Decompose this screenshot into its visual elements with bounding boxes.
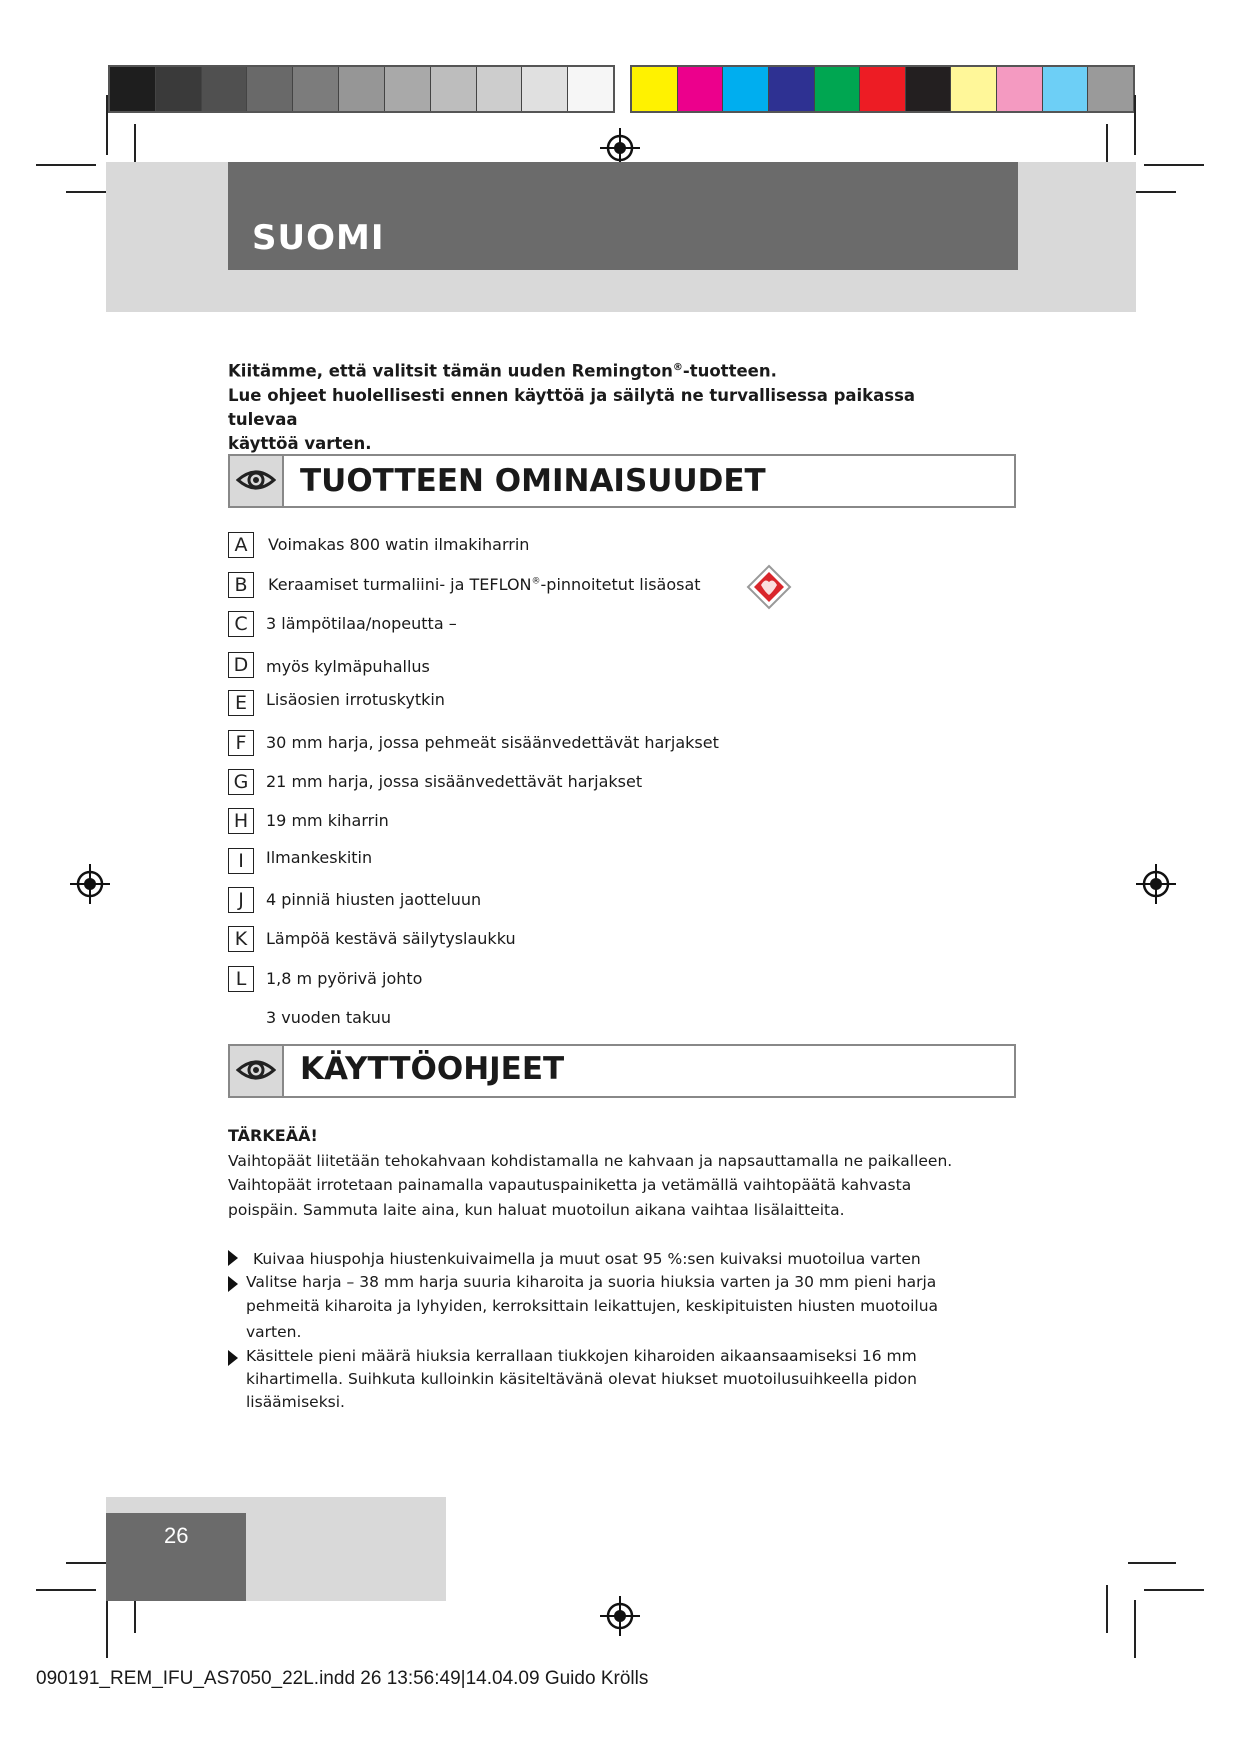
eye-icon (236, 1056, 276, 1084)
color-swatch (431, 67, 477, 111)
crop-mark (36, 1589, 96, 1591)
feature-text: 3 lämpötilaa/nopeutta – (266, 614, 457, 633)
important-line: poispäin. Sammuta laite aina, kun haluat muotoilun aikana vaihtaa lisälaitteita. (228, 1201, 845, 1219)
color-swatch (568, 67, 613, 111)
instruction-line: varten. (246, 1323, 302, 1341)
instruction-line: Kuivaa hiuspohja hiustenkuivaimella ja muut osat 95 %:sen kuivaksi muotoilua varten (253, 1250, 921, 1268)
warranty-text: 3 vuoden takuu (266, 1008, 392, 1027)
color-swatch (632, 67, 678, 111)
color-swatch (815, 67, 861, 111)
color-swatch (477, 67, 523, 111)
registration-mark-icon (1136, 864, 1176, 904)
color-swatch (1088, 67, 1133, 111)
feature-text: Ilmankeskitin (266, 848, 373, 867)
instruction-line: lisäämiseksi. (246, 1393, 345, 1411)
eye-icon-box (230, 1046, 284, 1096)
feature-letter: E (228, 690, 254, 716)
crop-mark (1128, 1562, 1176, 1564)
feature-letter: L (228, 966, 254, 992)
feature-letter: D (228, 652, 254, 678)
color-swatch (156, 67, 202, 111)
feature-text: Keraamiset turmaliini- ja TEFLON®-pinnoitetut lisäosat (268, 575, 701, 594)
section-title: KÄYTTÖOHJEET (300, 1051, 565, 1087)
feature-text: Voimakas 800 watin ilmakiharrin (268, 535, 530, 554)
color-swatch (769, 67, 815, 111)
eye-icon-box (230, 456, 284, 506)
color-swatch (339, 67, 385, 111)
feature-text: myös kylmäpuhallus (266, 657, 430, 676)
crop-mark (1144, 164, 1204, 166)
crop-mark (1106, 1585, 1108, 1633)
feature-text: Lisäosien irrotuskytkin (266, 690, 445, 709)
feature-text: 19 mm kiharrin (266, 811, 389, 830)
color-swatch (247, 67, 293, 111)
feature-letter: I (228, 848, 254, 874)
instruction-line: Valitse harja – 38 mm harja suuria kiharoita ja suoria hiuksia varten ja 30 mm pieni harja (246, 1273, 937, 1291)
feature-letter: K (228, 926, 254, 952)
section-heading-features (228, 454, 1016, 508)
instruction-line: kihartimella. Suihkuta kulloinkin käsiteltävänä olevat hiukset muotoilusuihkeella pidon (246, 1370, 917, 1388)
instruction-line: pehmeitä kiharoita ja lyhyiden, kerroksittain leikattujen, keskipituisten hiusten muotoilua (246, 1297, 939, 1315)
feature-text: Lämpöä kestävä säilytyslaukku (266, 929, 516, 948)
feature-letter: B (228, 572, 254, 598)
crop-mark (1144, 1589, 1204, 1591)
crop-mark (1134, 95, 1136, 155)
color-swatch (997, 67, 1043, 111)
crop-mark (106, 95, 108, 155)
registration-mark-icon (70, 864, 110, 904)
feature-letter: A (228, 532, 254, 558)
color-swatch (1043, 67, 1089, 111)
section-title: TUOTTEEN OMINAISUUDET (300, 463, 766, 499)
color-swatch (110, 67, 156, 111)
color-calibration-bar (630, 65, 1135, 113)
feature-text: 4 pinniä hiusten jaotteluun (266, 890, 482, 909)
important-line: Vaihtopäät liitetään tehokahvaan kohdistamalla ne kahvaan ja napsauttamalla ne paikalleen. (228, 1152, 953, 1170)
color-swatch (522, 67, 568, 111)
feature-letter: F (228, 730, 254, 756)
feature-text: 1,8 m pyörivä johto (266, 969, 423, 988)
intro-text: Kiitämme, että valitsit tämän uuden Remington®-tuotteen. Lue ohjeet huolellisesti ennen käyttöä ja säilytä ne turvallisessa paikassa tulevaa käyttöä varten. (228, 361, 916, 453)
triangle-bullet-icon (228, 1276, 238, 1292)
color-swatch (293, 67, 339, 111)
triangle-bullet-icon (228, 1350, 238, 1366)
color-swatch (951, 67, 997, 111)
feature-letter: G (228, 769, 254, 795)
important-line: Vaihtopäät irrotetaan painamalla vapautuspainiketta ja vetämällä vaihtopäätä kahvasta (228, 1176, 912, 1194)
feature-letter: H (228, 808, 254, 834)
crop-mark (106, 1600, 108, 1658)
color-swatch (860, 67, 906, 111)
teflon-logo-icon (746, 564, 792, 610)
important-label: TÄRKEÄÄ! (228, 1126, 318, 1145)
registration-mark-icon (600, 1596, 640, 1636)
feature-letter: J (228, 887, 254, 913)
color-swatch (723, 67, 769, 111)
section-heading-usage (228, 1044, 1016, 1098)
color-swatch (202, 67, 248, 111)
color-swatch (906, 67, 952, 111)
color-swatch (385, 67, 431, 111)
eye-icon (236, 466, 276, 494)
crop-mark (1134, 1600, 1136, 1658)
page-number: 26 (164, 1523, 189, 1548)
feature-letter: C (228, 611, 254, 637)
print-slug: 090191_REM_IFU_AS7050_22L.indd 26 13:56:49|14.04.09 Guido Krölls (36, 1668, 649, 1689)
language-title: SUOMI (252, 218, 385, 258)
feature-text: 21 mm harja, jossa sisäänvedettävät harjakset (266, 772, 643, 791)
triangle-bullet-icon (228, 1250, 238, 1266)
grayscale-calibration-bar (108, 65, 615, 113)
feature-text: 30 mm harja, jossa pehmeät sisäänvedettävät harjakset (266, 733, 719, 752)
instruction-line: Käsittele pieni määrä hiuksia kerrallaan tiukkojen kiharoiden aikaansaamiseksi 16 mm (246, 1347, 917, 1365)
crop-mark (36, 164, 96, 166)
color-swatch (678, 67, 724, 111)
